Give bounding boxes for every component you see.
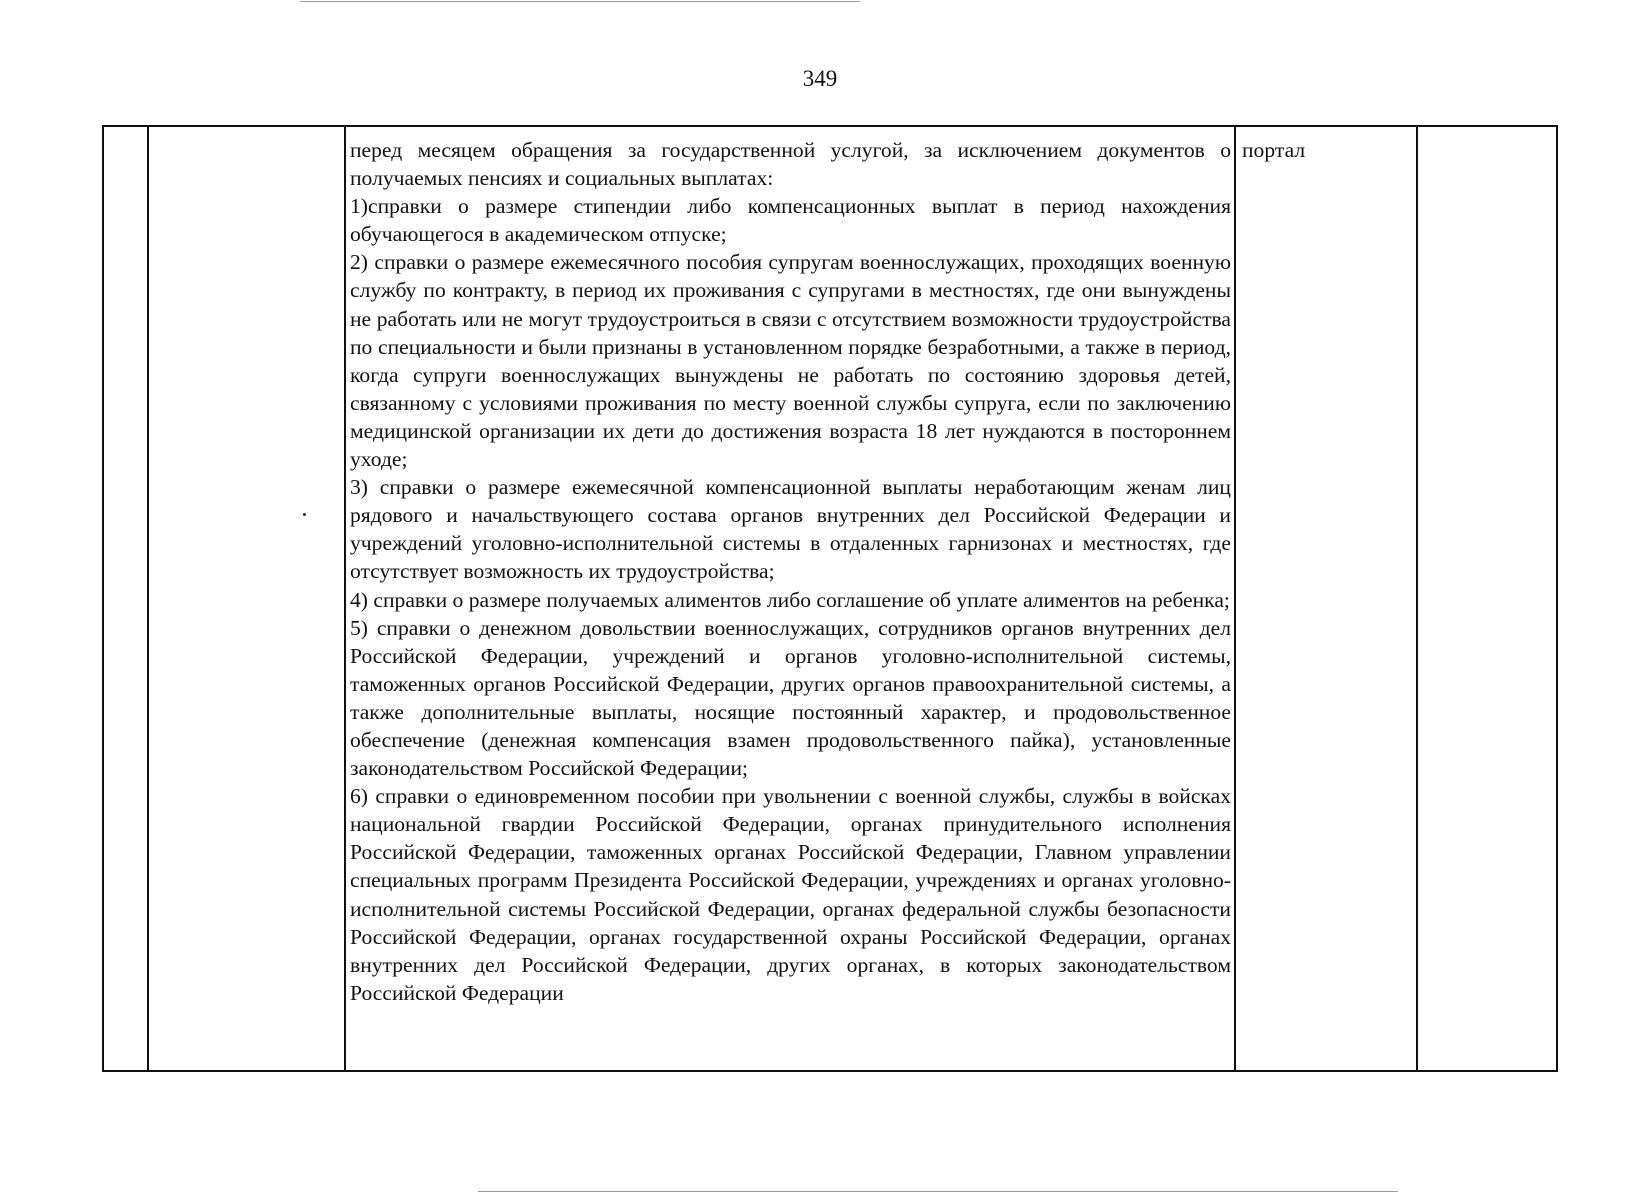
page-number: 349 [802,66,838,91]
table-cell-portal [1235,126,1417,1071]
paragraph-item-3: 3) справки о размере ежемесячной компенсационной выплаты неработающим женам лиц рядового и начальствующего состава органов внутренних дел Российской Федерации и учреждений уголовно-исполнительной системы в отдаленных гарнизонах и местностях, где отсутствует возможность их трудоустройства; [350,475,1231,584]
table-cell-1 [103,126,148,1071]
table-cell-documents [345,126,1235,1071]
paragraph-item-4: 4) справки о размере получаемых алиментов либо соглашение об уплате алиментов на ребенка; [350,587,1230,612]
paragraph-intro: перед месяцем обращения за государственной услугой, за исключением документов о получаемых пенсиях и социальных выплатах: [350,138,1231,191]
paragraph-item-5: 5) справки о денежном довольствии военнослужащих, сотрудников органов внутренних дел Российской Федерации, учреждений и органов уголовно-исполнительной системы, таможенных органов Российской Федерации, других органов правоохранительной системы, а также дополнительные выплаты, носящие постоянный характер, и продовольственное обеспечение (денежная компенсация взамен продовольственного пайка), установленные законодательством Российской Федерации; [350,615,1231,781]
table-row [103,126,1557,1071]
table-cell-2 [148,126,345,1071]
portal-text: портал [1242,138,1306,162]
scan-edge-bottom [478,1191,1398,1192]
documents-text [346,127,1234,1007]
scan-edge-top [300,1,860,2]
document-table [102,125,1558,1072]
paragraph-item-1: 1)справки о размере стипендии либо компенсационных выплат в период нахождения обучающегося в академическом отпуске; [350,194,1231,247]
scan-speck [303,513,306,516]
paragraph-item-2: 2) справки о размере ежемесячного пособия супругам военнослужащих, проходящих военную службу по контракту, в период их проживания с супругами в местностях, где они вынуждены не работать или не могут трудоустроиться в связи с отсутствием возможности трудоустройства по специальности и были признаны в установленном порядке безработными, а также в период, когда супруги военнослужащих вынуждены не работать по состоянию здоровья детей, связанному с условиями проживания по месту военной службы супруга, если по заключению медицинской организации их дети до достижения возраста 18 лет нуждаются в постороннем уходе; [350,250,1231,472]
paragraph-item-6: 6) справки о единовременном пособии при увольнении с военной службы, службы в войсках национальной гвардии Российской Федерации, органах принудительного исполнения Российской Федерации, таможенных органах Российской Федерации, Главном управлении специальных программ Президента Российской Федерации, учреждениях и органах уголовно-исполнительной системы Российской Федерации, органах федеральной службы безопасности Российской Федерации, органах государственной охраны Российской Федерации, органах внутренних дел Российской Федерации, других органах, в которых законодательством Российской Федерации [350,784,1231,1005]
table-cell-5 [1417,126,1557,1071]
